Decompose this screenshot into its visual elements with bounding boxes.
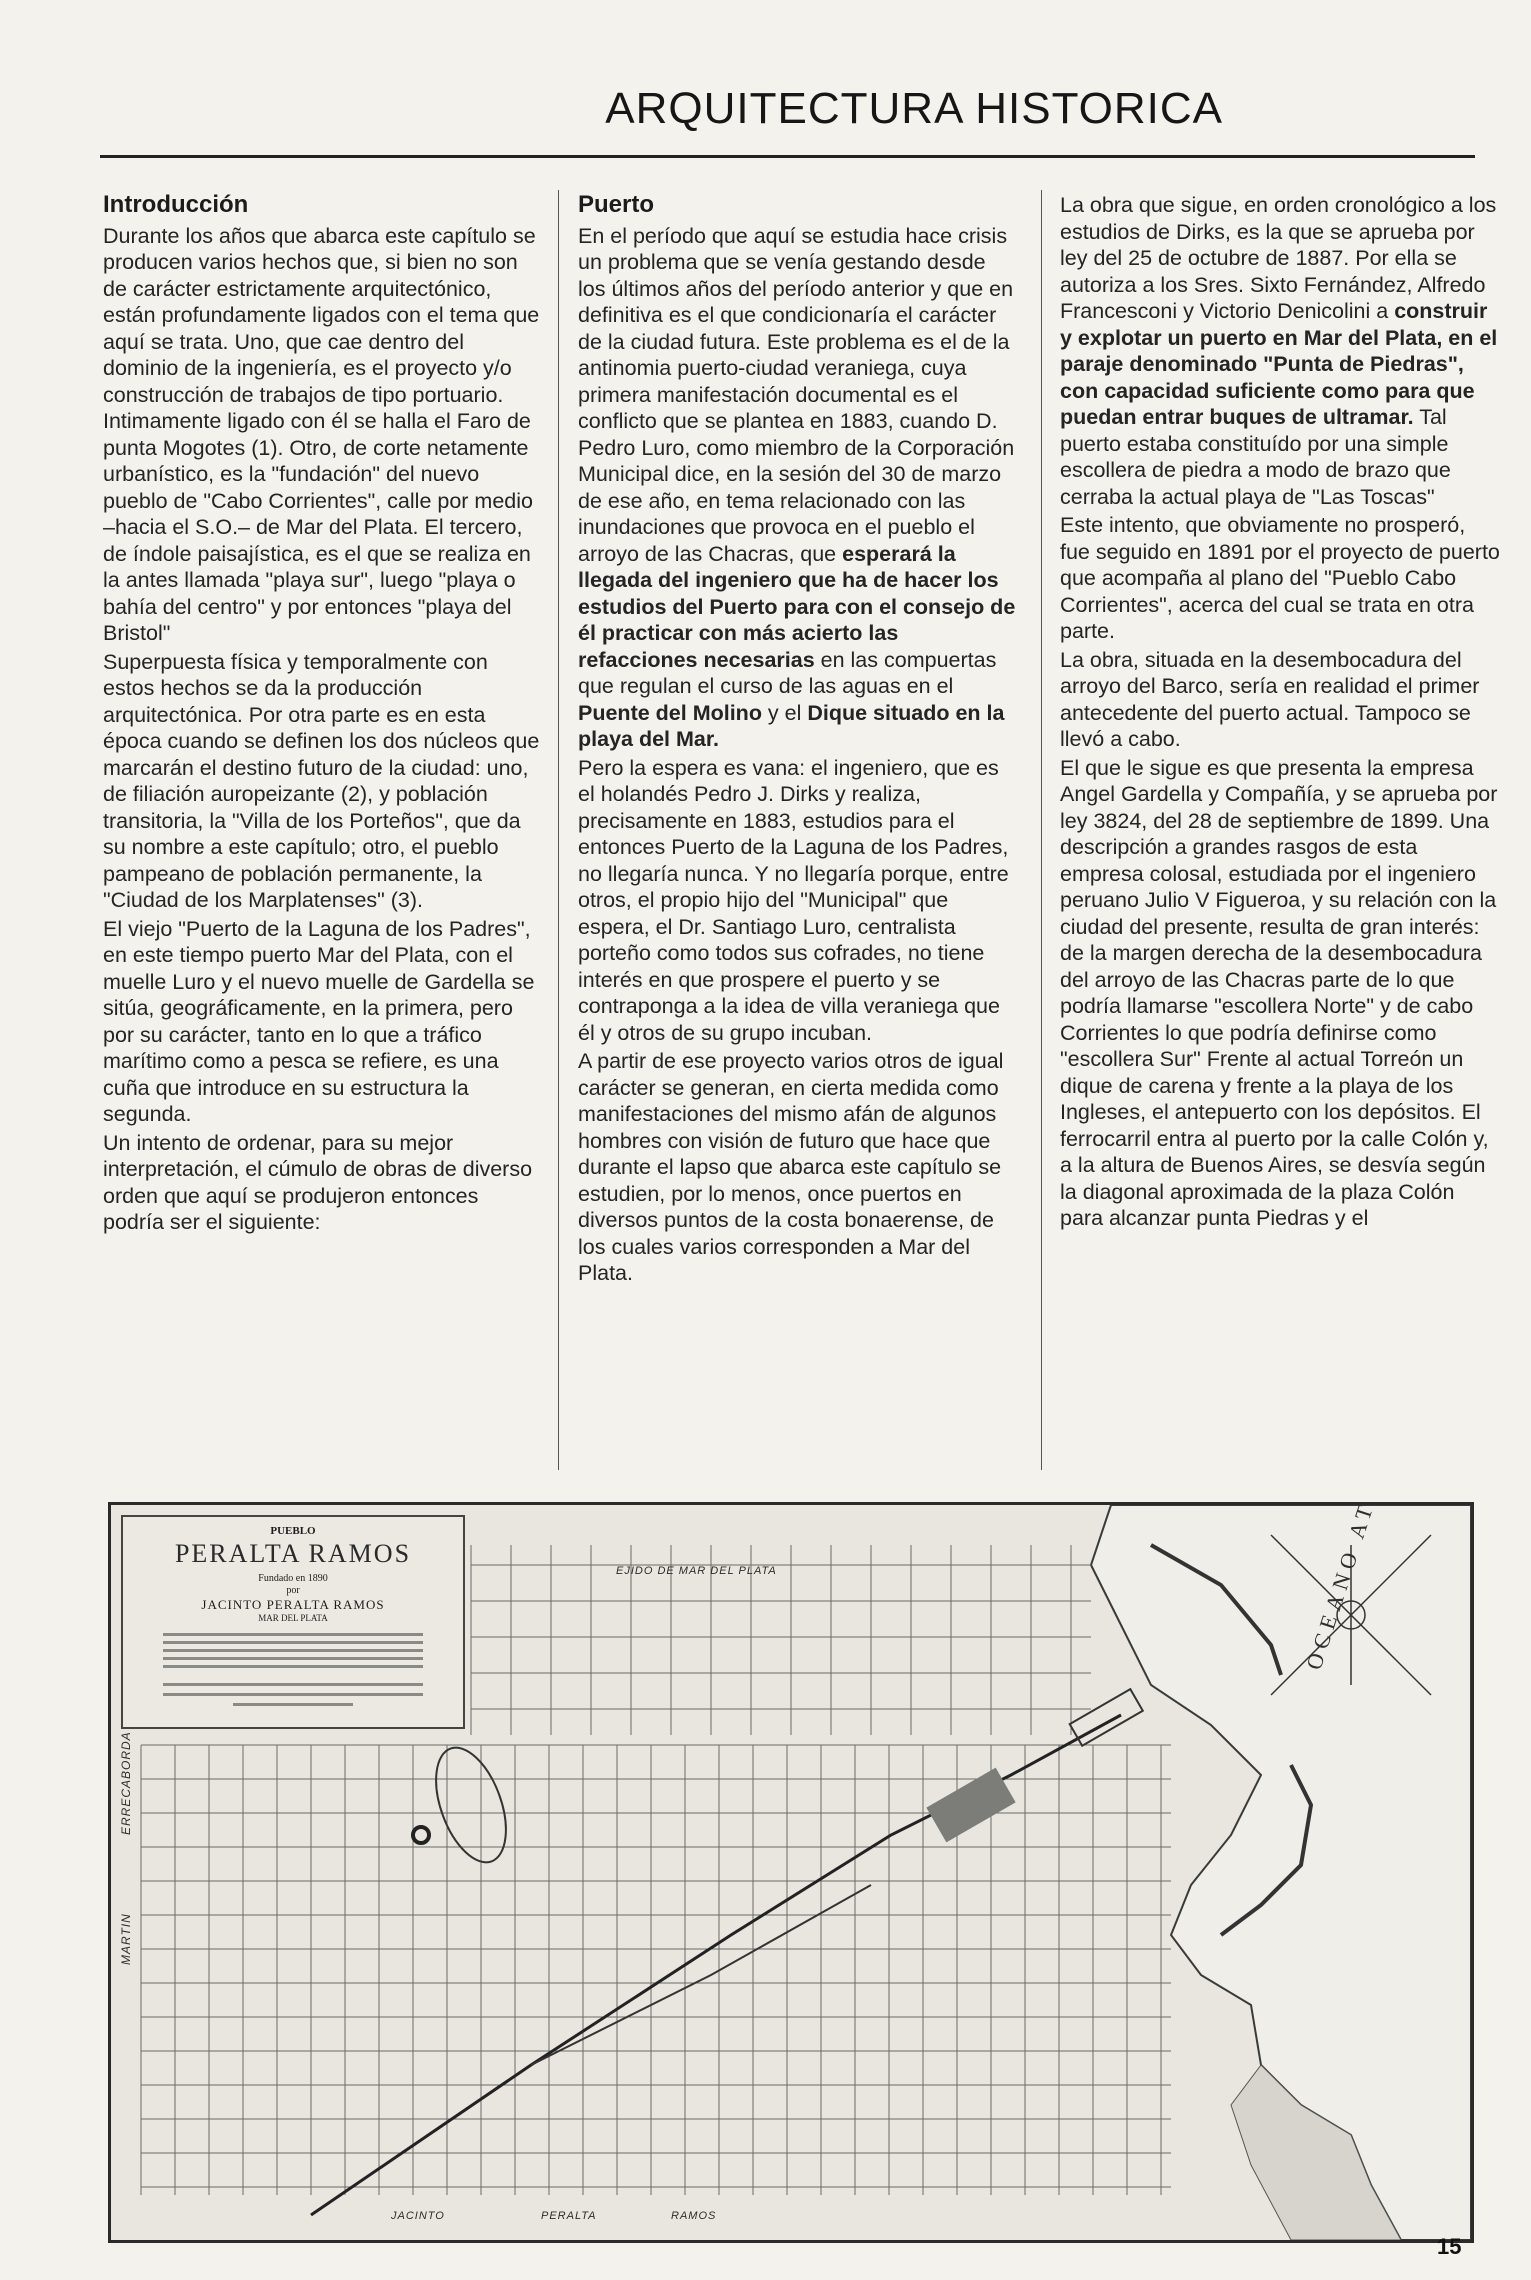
map-label-left: ERRECABORDA: [119, 1731, 133, 1835]
legend-founder: JACINTO PERALTA RAMOS: [201, 1597, 385, 1612]
paragraph: La obra, situada en la desembocadura del arroyo del Barco, sería en realidad el primer antecedente del puerto actual. Tampoco se llevó a cabo.: [1060, 647, 1480, 751]
column-divider: [1041, 190, 1042, 1470]
paragraph: A partir de ese proyecto varios otros de igual carácter se generan, en cierta medida como manifestaciones del mismo afán de algunos hombres con visión de futuro que hace que durante el lapso que abarca este capítulo se estudien, por lo menos, once puertos en diversos puntos de la costa bonaerense, de los cuales varios corresponden a Mar del Plata.: [578, 1049, 1004, 1285]
paragraph: Pero la espera es vana: el ingeniero, que es el holandés Pedro J. Dirks y realiza, precisamente en 1883, estudios para el entonces Puerto de la Laguna de los Padres, no llegaría nunca. Y no llegaría porque, entre otros, el propio hijo del "Municipal" que espera, el Dr. Santiago Luro, centralista porteño como todos sus cofrades, no tiene interés en que prospere el puerto y se contraponga a la idea de villa veraniega que él y otros de su grupo incuban.: [578, 755, 1009, 1045]
place-emphasis: Dique situado en la playa del Mar.: [578, 700, 1005, 751]
paragraph: El viejo "Puerto de la Laguna de los Padres", en este tiempo puerto Mar del Plata, con el muelle Luro y el nuevo muelle de Gardella se sitúa, geográficamente, en la primera, pero por su carácter, tanto en lo que a tráfico marítimo como a pesca se refiere, es una cuña que introduce en su estructura la segunda.: [103, 916, 535, 1126]
paragraph: [578, 223, 1018, 753]
paragraph-text: Tal puerto estaba constituído por una simple escollera de piedra a modo de brazo que cerraba la actual playa de "Las Toscas": [1060, 405, 1451, 509]
paragraph: Un intento de ordenar, para su mejor interpretación, el cúmulo de obras de diverso orden que aquí se produjeron entonces podría ser el siguiente:: [103, 1130, 533, 1234]
text-column-3: [1060, 192, 1500, 1234]
legend-founded: Fundado en 1890: [258, 1573, 328, 1584]
map-label-bottom: PERALTA: [541, 2210, 597, 2222]
legend-fine-print: [163, 1641, 423, 1644]
legend-fine-print: [233, 1703, 353, 1706]
paragraph: Superpuesta física y temporalmente con estos hechos se da la producción arquitectónica. Por otra parte es en esta época cuando se definen los dos núcleos que marcarán el destino futuro de la ciudad: uno, de filiación auropeizante (2), y población transitoria, la "Villa de los Porteños", que da su nombre a este capítulo; otro, el pueblo pampeano de población permanente, la "Ciudad de los Marplatenses" (3).: [103, 649, 540, 912]
text-column-2: [578, 192, 1018, 1289]
quote-emphasis: construir y explotar un puerto en Mar del Plata, en el paraje denominado "Punta de Piedras", con capacidad suficiente como para que puedan entrar buques de ultramar.: [1060, 299, 1498, 429]
legend-place: MAR DEL PLATA: [258, 1613, 328, 1623]
paragraph: [1060, 192, 1500, 510]
paragraph: Este intento, que obviamente no prosperó, fue seguido en 1891 por el proyecto de puerto que acompaña al plano del "Pueblo Cabo Corrientes", acerca del cual se trata en otra parte.: [1060, 513, 1500, 643]
paragraph: Durante los años que abarca este capítulo se producen varios hechos que, si bien no son de carácter estrictamente arquitectónico, están profundamente ligados con el tema que aquí se trata. Uno, que cae dentro del dominio de la ingeniería, es el proyecto y/o construcción de trabajos de tipo portuario. Intimamente ligado con él se halla el Faro de punta Mogotes (1). Otro, de corte netamente urbanístico, es la "fundación" del nuevo pueblo de "Cabo Corrientes", calle por medio –hacia el S.O.– de Mar del Plata. El tercero, de índole paisajística, es el que se realiza en la antes llamada "playa sur", luego "playa o bahía del centro" y por entonces "playa del Bristol": [103, 223, 540, 645]
legend-por: por: [286, 1585, 300, 1596]
section-heading-introduccion: Introducción: [103, 191, 249, 218]
map-label-bottom: JACINTO: [391, 2210, 445, 2222]
section-heading-puerto: Puerto: [578, 191, 655, 218]
legend-fine-print: [163, 1665, 423, 1668]
legend-town-name: PERALTA RAMOS: [174, 1539, 412, 1568]
map-label-bottom: RAMOS: [671, 2210, 717, 2222]
plaza-circle: [413, 1827, 429, 1843]
map-legend: [121, 1515, 465, 1729]
map-label-ejido: EJIDO DE MAR DEL PLATA: [616, 1565, 777, 1577]
column-divider: [558, 190, 559, 1470]
paragraph-text: La obra que sigue, en orden cronológico a los estudios de Dirks, es la que se aprueba por ley del 25 de octubre de 1887. Por ella se autoriza a los Sres. Sixto Fernández, Alfredo Francesconi y Victorio Denicolini a: [1060, 193, 1497, 323]
legend-pueblo: PUEBLO: [270, 1525, 316, 1537]
map-label-left: MARTIN: [119, 1913, 133, 1965]
railway-line-secondary: [531, 1885, 871, 2065]
legend-fine-print: [163, 1683, 423, 1686]
legend-fine-print: [163, 1649, 423, 1652]
legend-fine-print: [163, 1657, 423, 1660]
paragraph: El que le sigue es que presenta la empresa Angel Gardella y Compañía, y se aprueba por ley 3824, del 28 de septiembre de 1899. Una descripción a grandes rasgos de esta empresa colosal, estudiada por el ingeniero peruano Julio V Figueroa, y su relación con la ciudad del presente, resulta de gran interés: de la margen derecha de la desembocadura del arroyo de las Chacras parte de lo que podría llamarse "escollera Norte" y de cabo Corrientes lo que podría definirse como "escollera Sur" Frente al actual Torreón un dique de carena y frente a la playa de los Ingleses, el antepuerto con los depósitos. El ferrocarril entra al puerto por la calle Colón y, a la altura de Buenos Aires, se desvía según la diagonal aproximada de la plaza Colón para alcanzar punta Piedras y el: [1060, 755, 1498, 1230]
page-number: 15: [1437, 2234, 1462, 2259]
paragraph-text: En el período que aquí se estudia hace crisis un problema que se venía gestando desde los últimos años del período anterior y que en definitiva es el que condicionaría el carácter de la ciudad futura. Este problema es el de la antinomia puerto-ciudad veraniega, cuya primera manifestación documental es el conflicto que se plantea en 1883, cuando D. Pedro Luro, como miembro de la Corporación Municipal dice, en la sesión del 30 de marzo de ese año, en tema relacionado con las inundaciones que provoca en el pueblo el arroyo de las Chacras, que: [578, 223, 1015, 566]
legend-fine-print: [163, 1633, 423, 1636]
legend-fine-print: [163, 1693, 423, 1696]
quote-emphasis: esperará la llegada del ingeniero que ha de hacer los estudios del Puerto para con el consejo de él practicar con más acierto las refacciones necesarias: [578, 541, 1016, 672]
paragraph-text: y el: [761, 700, 808, 725]
page-title: ARQUITECTURA HISTORICA: [605, 84, 1223, 133]
place-emphasis: Puente del Molino: [578, 700, 762, 725]
title-rule: [100, 155, 1475, 158]
historic-map-peralta-ramos: [108, 1502, 1474, 2243]
paragraph-text: en las compuertas que regulan el curso de las aguas en el: [578, 647, 997, 698]
text-column-1: [103, 192, 543, 1238]
hippodrome: [422, 1738, 519, 1871]
